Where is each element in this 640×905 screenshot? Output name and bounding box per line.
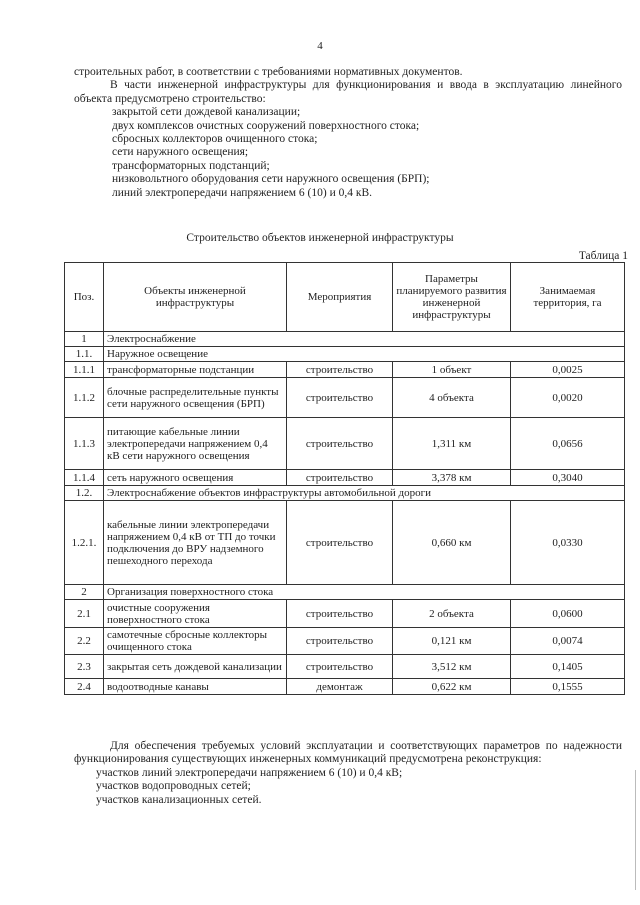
cell-name: блочные распределительные пункты сети наружного освещения (БРП)	[104, 378, 287, 418]
cell-param: 0,622 км	[393, 679, 511, 695]
list-item: закрытой сети дождевой канализации;	[112, 106, 301, 119]
list-item: двух комплексов очистных сооружений поверхностного стока;	[112, 119, 420, 132]
cell-param: 0,660 км	[393, 501, 511, 585]
cell-activity: строительство	[287, 418, 393, 470]
header-params: Параметры планируемого развития инженерной инфраструктуры	[393, 263, 511, 332]
cell-pos: 2.2	[65, 628, 104, 655]
cell-pos: 1.1.	[65, 347, 104, 362]
list-item: сети наружного освещения;	[112, 146, 249, 159]
header-area: Занимаемая территория, га	[511, 263, 625, 332]
table-row	[65, 470, 625, 486]
table-section-row	[65, 486, 625, 501]
table-row	[65, 655, 625, 679]
cell-area: 0,0025	[511, 362, 625, 378]
cell-section-title: Электроснабжение	[104, 332, 625, 347]
cell-name: самотечные сбросные коллекторы очищенного стока	[104, 628, 287, 655]
header-name: Объекты инженерной инфраструктуры	[104, 263, 287, 332]
cell-activity: демонтаж	[287, 679, 393, 695]
cell-activity: строительство	[287, 628, 393, 655]
table-row	[65, 679, 625, 695]
page-number: 4	[317, 40, 323, 52]
cell-pos: 2	[65, 585, 104, 600]
table-section-row	[65, 347, 625, 362]
cell-name: очистные сооружения поверхностного стока	[104, 600, 287, 628]
cell-activity: строительство	[287, 501, 393, 585]
margin-line	[635, 770, 636, 890]
outro-list	[74, 767, 622, 807]
table-row	[65, 362, 625, 378]
list-item: участков линий электропередачи напряжением 6 (10) и 0,4 кВ;	[96, 766, 403, 779]
cell-area: 0,0656	[511, 418, 625, 470]
cell-pos: 1.2.	[65, 486, 104, 501]
table-body	[65, 332, 625, 695]
table-row	[65, 378, 625, 418]
list-item: трансформаторных подстанций;	[112, 159, 270, 172]
cell-param: 2 объекта	[393, 600, 511, 628]
table-section-row	[65, 332, 625, 347]
cell-area: 0,1405	[511, 655, 625, 679]
outro-section	[74, 740, 622, 807]
cell-pos: 2.4	[65, 679, 104, 695]
cell-pos: 1.1.2	[65, 378, 104, 418]
table-row	[65, 628, 625, 655]
intro-paragraph: В части инженерной инфраструктуры для функционирования и ввода в эксплуатацию линейного объекта предусмотрено строительство:	[74, 79, 622, 105]
cell-section-title: Электроснабжение объектов инфраструктуры автомобильной дороги	[104, 486, 625, 501]
list-item: участков канализационных сетей.	[96, 793, 262, 806]
cell-area: 0,0330	[511, 501, 625, 585]
cell-param: 1 объект	[393, 362, 511, 378]
table-row	[65, 600, 625, 628]
table-row	[65, 418, 625, 470]
cell-area: 0,0600	[511, 600, 625, 628]
table-caption: Строительство объектов инженерной инфраструктуры	[186, 232, 454, 244]
cell-activity: строительство	[287, 600, 393, 628]
cell-name: питающие кабельные линии электропередачи напряжением 0,4 кВ сети наружного освещения	[104, 418, 287, 470]
cell-pos: 1.2.1.	[65, 501, 104, 585]
cell-pos: 1.1.4	[65, 470, 104, 486]
cell-pos: 2.1	[65, 600, 104, 628]
header-activity: Мероприятия	[287, 263, 393, 332]
header-pos: Поз.	[65, 263, 104, 332]
table-label: Таблица 1	[578, 250, 628, 262]
list-item: низковольтного оборудования сети наружного освещения (БРП);	[112, 173, 430, 186]
cell-pos: 1.1.1	[65, 362, 104, 378]
table-row	[65, 501, 625, 585]
cell-area: 0,0074	[511, 628, 625, 655]
cell-name: кабельные линии электропередачи напряжением 0,4 кВ от ТП до точки подключения до ВРУ надземного пешеходного перехода	[104, 501, 287, 585]
list-item: линий электропередачи напряжением 6 (10) и 0,4 кВ.	[112, 186, 373, 199]
cell-section-title: Наружное освещение	[104, 347, 625, 362]
cell-activity: строительство	[287, 378, 393, 418]
intro-line: строительных работ, в соответствии с требованиями нормативных документов.	[74, 66, 463, 78]
intro-list	[74, 106, 622, 200]
cell-param: 1,311 км	[393, 418, 511, 470]
cell-area: 0,3040	[511, 470, 625, 486]
intro-section	[74, 66, 622, 200]
cell-pos: 2.3	[65, 655, 104, 679]
cell-param: 3,512 км	[393, 655, 511, 679]
list-item: сбросных коллекторов очищенного стока;	[112, 133, 318, 146]
cell-name: водоотводные канавы	[104, 679, 287, 695]
cell-pos: 1.1.3	[65, 418, 104, 470]
cell-param: 3,378 км	[393, 470, 511, 486]
cell-activity: строительство	[287, 470, 393, 486]
cell-param: 0,121 км	[393, 628, 511, 655]
table-section-row	[65, 585, 625, 600]
cell-activity: строительство	[287, 362, 393, 378]
cell-area: 0,0020	[511, 378, 625, 418]
cell-activity: строительство	[287, 655, 393, 679]
outro-paragraph: Для обеспечения требуемых условий эксплуатации и соответствующих параметров по надежности функционирования существующих инженерных коммуникаций предусмотрена реконструкция:	[74, 740, 622, 766]
cell-name: сеть наружного освещения	[104, 470, 287, 486]
table-header-row	[65, 263, 625, 332]
list-item: участков водопроводных сетей;	[96, 780, 251, 793]
cell-section-title: Организация поверхностного стока	[104, 585, 625, 600]
cell-name: закрытая сеть дождевой канализации	[104, 655, 287, 679]
cell-name: трансформаторные подстанции	[104, 362, 287, 378]
cell-area: 0,1555	[511, 679, 625, 695]
cell-pos: 1	[65, 332, 104, 347]
infrastructure-table	[64, 262, 625, 695]
cell-param: 4 объекта	[393, 378, 511, 418]
